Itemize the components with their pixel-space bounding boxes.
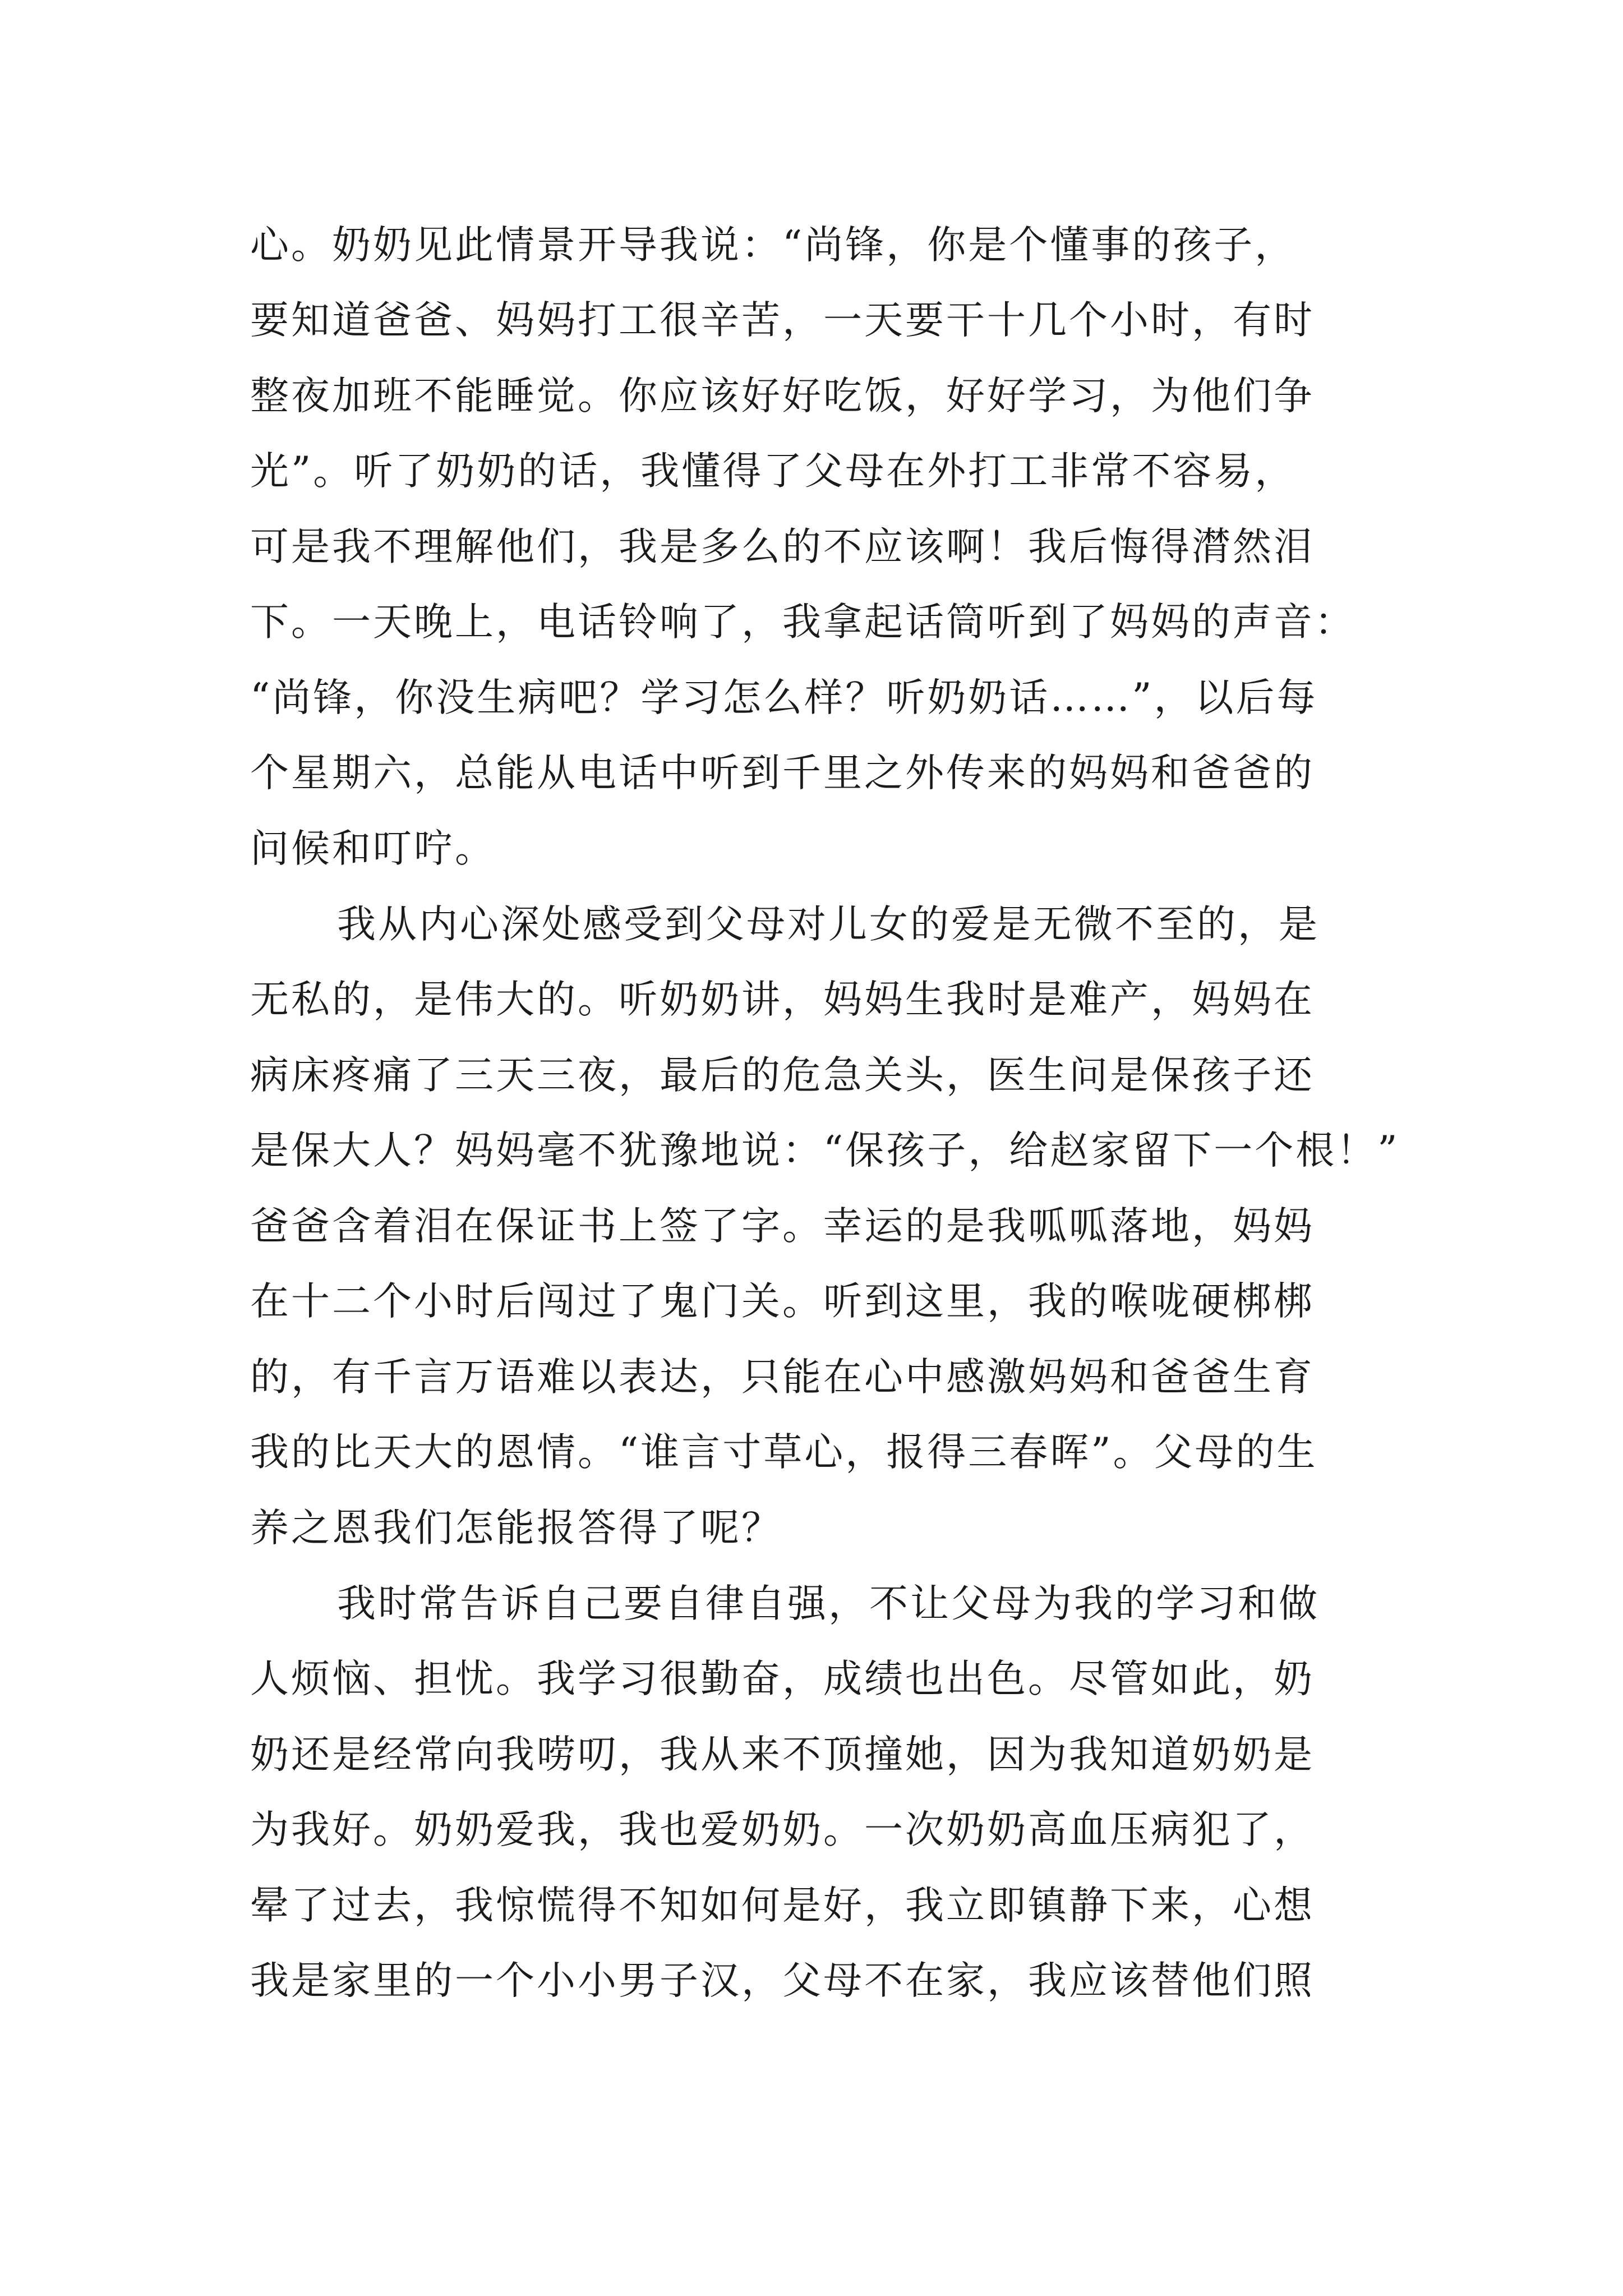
- text-line: 晕了过去，我惊慌得不知如何是好，我立即镇静下来，心想: [250, 1883, 1315, 1928]
- paragraph-first-line: 我时常告诉自己要自律自强，不让父母为我的学习和做: [337, 1581, 1320, 1626]
- text-line: 问候和叮咛。: [250, 826, 496, 871]
- text-line: 爸爸含着泪在保证书上签了字。幸运的是我呱呱落地，妈妈: [250, 1204, 1315, 1249]
- text-line: 下。一天晚上，电话铃响了，我拿起话筒听到了妈妈的声音：: [250, 600, 1355, 645]
- paragraph-first-line: 我从内心深处感受到父母对儿女的爱是无微不至的，是: [337, 902, 1320, 947]
- text-line: 为我好。奶奶爱我，我也爱奶奶。一次奶奶高血压病犯了，: [250, 1807, 1315, 1852]
- text-line: 是保大人？妈妈毫不犹豫地说：“保孩子，给赵家留下一个根！”: [250, 1128, 1400, 1173]
- text-line: “尚锋，你没生病吧？学习怎么样？听奶奶话……”，以后每: [250, 675, 1318, 720]
- text-line: 在十二个小时后闯过了鬼门关。听到这里，我的喉咙硬梆梆: [250, 1279, 1315, 1324]
- text-line: 无私的，是伟大的。听奶奶讲，妈妈生我时是难产，妈妈在: [250, 977, 1315, 1022]
- text-line: 个星期六，总能从电话中听到千里之外传来的妈妈和爸爸的: [250, 751, 1315, 795]
- text-line: 我的比天大的恩情。“谁言寸草心，报得三春晖”。父母的生: [250, 1430, 1318, 1475]
- text-line: 养之恩我们怎能报答得了呢？: [250, 1506, 782, 1550]
- text-line: 光”。听了奶奶的话，我懂得了父母在外打工非常不容易，: [250, 449, 1296, 494]
- text-line: 奶还是经常向我唠叨，我从来不顶撞她，因为我知道奶奶是: [250, 1732, 1315, 1777]
- text-line: 整夜加班不能睡觉。你应该好好吃饭，好好学习，为他们争: [250, 374, 1315, 418]
- text-line: 我是家里的一个小小男子汉，父母不在家，我应该替他们照: [250, 1958, 1315, 2003]
- text-line: 人烦恼、担忧。我学习很勤奋，成绩也出色。尽管如此，奶: [250, 1657, 1315, 1701]
- text-line: 可是我不理解他们，我是多么的不应该啊！我后悔得潸然泪: [250, 524, 1315, 569]
- text-line: 的，有千言万语难以表达，只能在心中感激妈妈和爸爸生育: [250, 1355, 1315, 1400]
- text-line: 心。奶奶见此情景开导我说：“尚锋，你是个懂事的孩子，: [250, 223, 1296, 268]
- text-line: 要知道爸爸、妈妈打工很辛苦，一天要干十几个小时，有时: [250, 298, 1315, 343]
- text-line: 病床疼痛了三天三夜，最后的危急关头，医生问是保孩子还: [250, 1053, 1315, 1098]
